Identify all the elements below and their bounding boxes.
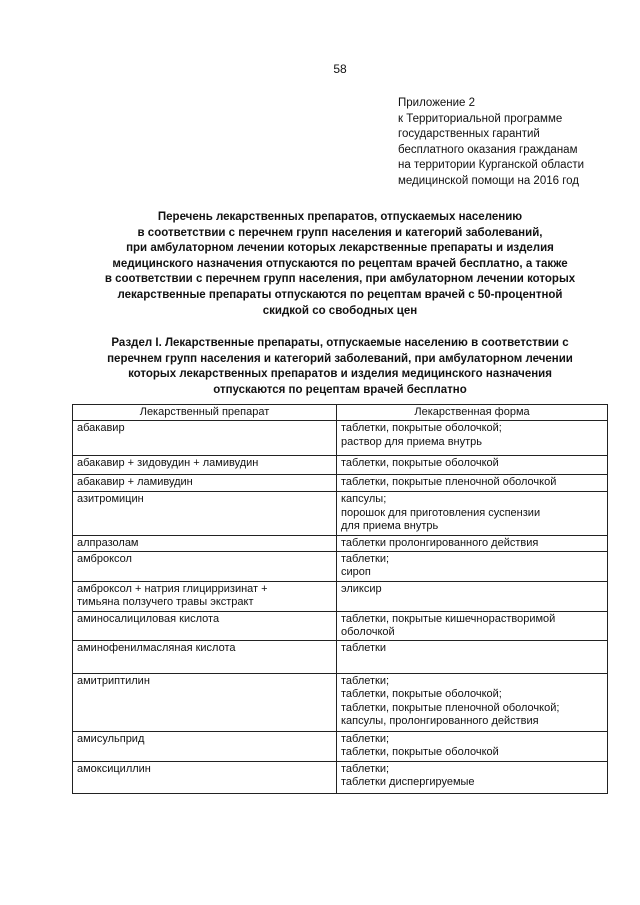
drug-cell [73,475,337,492]
drug-cell-line: абакавир + ламивудин [77,476,193,488]
table-body [73,421,608,794]
page-number: 58 [333,62,347,76]
form-cell-line: капсулы, пролонгированного действия [341,715,539,727]
drug-table [72,404,608,794]
form-cell [337,673,608,731]
table-row [73,456,608,475]
title-line: в соответствии с перечнем групп населения и категорий заболеваний, [137,226,543,239]
section-line: которых лекарственных препаратов и изделия медицинского назначения [128,368,552,381]
drug-cell-line: амброксол + натрия глицирризинат + [77,582,268,595]
appendix-line: бесплатного оказания гражданам [398,143,578,156]
drug-cell-line: амоксициллин [77,762,151,775]
table-row [73,551,608,581]
form-cell-line: таблетки, покрытые оболочкой; [341,688,502,700]
form-cell [337,536,608,552]
document-title [60,210,620,319]
drug-cell-line: абакавир + зидовудин + ламивудин [77,457,259,469]
drug-cell-line: аминосалициловая кислота [77,612,220,625]
form-cell-line: раствор для приема внутрь [341,435,483,448]
form-cell [337,475,608,492]
table-row [73,731,608,761]
drug-cell-line: абакавир [77,422,125,434]
drug-cell [73,551,337,581]
form-cell-line: таблетки; [341,674,390,687]
form-cell [337,456,608,475]
form-cell-line: капсулы; [341,493,387,505]
drug-cell [73,640,337,673]
form-cell [337,640,608,673]
title-line: скидкой со свободных цен [262,304,418,317]
drug-cell [73,731,337,761]
section-heading [60,336,620,398]
appendix-line: Приложение 2 [398,97,476,109]
drug-cell [73,761,337,793]
table-row [73,673,608,731]
title-line: медицинского назначения отпускаются по рецептам врачей бесплатно, а также [112,257,568,270]
header-drug: Лекарственный препарат [73,405,337,421]
form-cell-line: таблетки, покрытые оболочкой [341,457,499,469]
table-row [73,536,608,552]
form-cell-line: сироп [341,566,371,578]
title-line: при амбулаторном лечении которых лекарственные препараты и изделия [126,242,554,255]
form-cell-line: таблетки, покрытые оболочкой; [341,422,502,434]
header-form: Лекарственная форма [337,405,608,421]
drug-cell [73,536,337,552]
section-line: Раздел I. Лекарственные препараты, отпускаемые населению в соответствии с [111,337,569,349]
appendix-block [398,96,628,189]
form-cell-line: таблетки, покрытые кишечнорастворимой [341,612,556,625]
form-cell [337,731,608,761]
form-cell-line: порошок для приготовления суспензии [341,506,541,519]
drug-cell-line: амброксол [77,552,132,565]
appendix-line: на территории Курганской области [398,159,585,171]
appendix-line: медицинской помощи на 2016 год [398,174,579,187]
drug-cell-line: азитромицин [77,493,144,505]
form-cell-line: таблетки [341,641,387,654]
drug-cell [73,421,337,456]
form-cell-line: оболочкой [341,626,395,638]
form-cell-line: эликсир [341,582,382,595]
table-row [73,492,608,536]
table-row [73,611,608,640]
title-line: Перечень лекарственных препаратов, отпускаемых населению [157,211,523,223]
form-cell-line: таблетки, покрытые пленочной оболочкой [341,476,557,488]
form-cell [337,761,608,793]
appendix-line: к Территориальной программе [398,112,563,125]
form-cell [337,611,608,640]
drug-cell-line: тимьяна ползучего травы экстракт [77,596,254,608]
drug-cell [73,611,337,640]
appendix-line: государственных гарантий [398,128,540,140]
table-row [73,640,608,673]
form-cell-line: таблетки; [341,732,390,745]
section-line: перечнем групп населения и категорий заболеваний, при амбулаторном лечении [107,352,573,365]
form-cell-line: таблетки, покрытые пленочной оболочкой; [341,701,560,714]
form-cell-line: таблетки; [341,762,390,775]
drug-cell [73,492,337,536]
drug-cell [73,581,337,611]
drug-cell [73,673,337,731]
table-row [73,421,608,456]
title-line: в соответствии с перечнем групп населения, при амбулаторном лечении которых [104,273,576,286]
drug-cell-line: аминофенилмасляная кислота [77,641,236,654]
drug-cell-line: амитриптилин [77,674,150,687]
drug-cell-line: амисульприд [77,732,145,745]
form-cell-line: таблетки; [341,552,390,565]
table-row [73,475,608,492]
form-cell [337,421,608,456]
drug-cell-line: алпразолам [77,537,139,549]
table-row [73,581,608,611]
form-cell-line: таблетки пролонгированного действия [341,537,539,549]
form-cell [337,581,608,611]
form-cell-line: для приема внутрь [341,520,439,532]
form-cell [337,492,608,536]
title-line: лекарственные препараты отпускаются по рецептам врачей с 50-процентной [117,288,563,301]
table-row [73,761,608,793]
form-cell-line: таблетки, покрытые оболочкой [341,746,499,758]
form-cell [337,551,608,581]
drug-cell [73,456,337,475]
table-header-row [73,405,608,421]
section-line: отпускаются по рецептам врачей бесплатно [213,383,467,396]
form-cell-line: таблетки диспергируемые [341,776,475,788]
